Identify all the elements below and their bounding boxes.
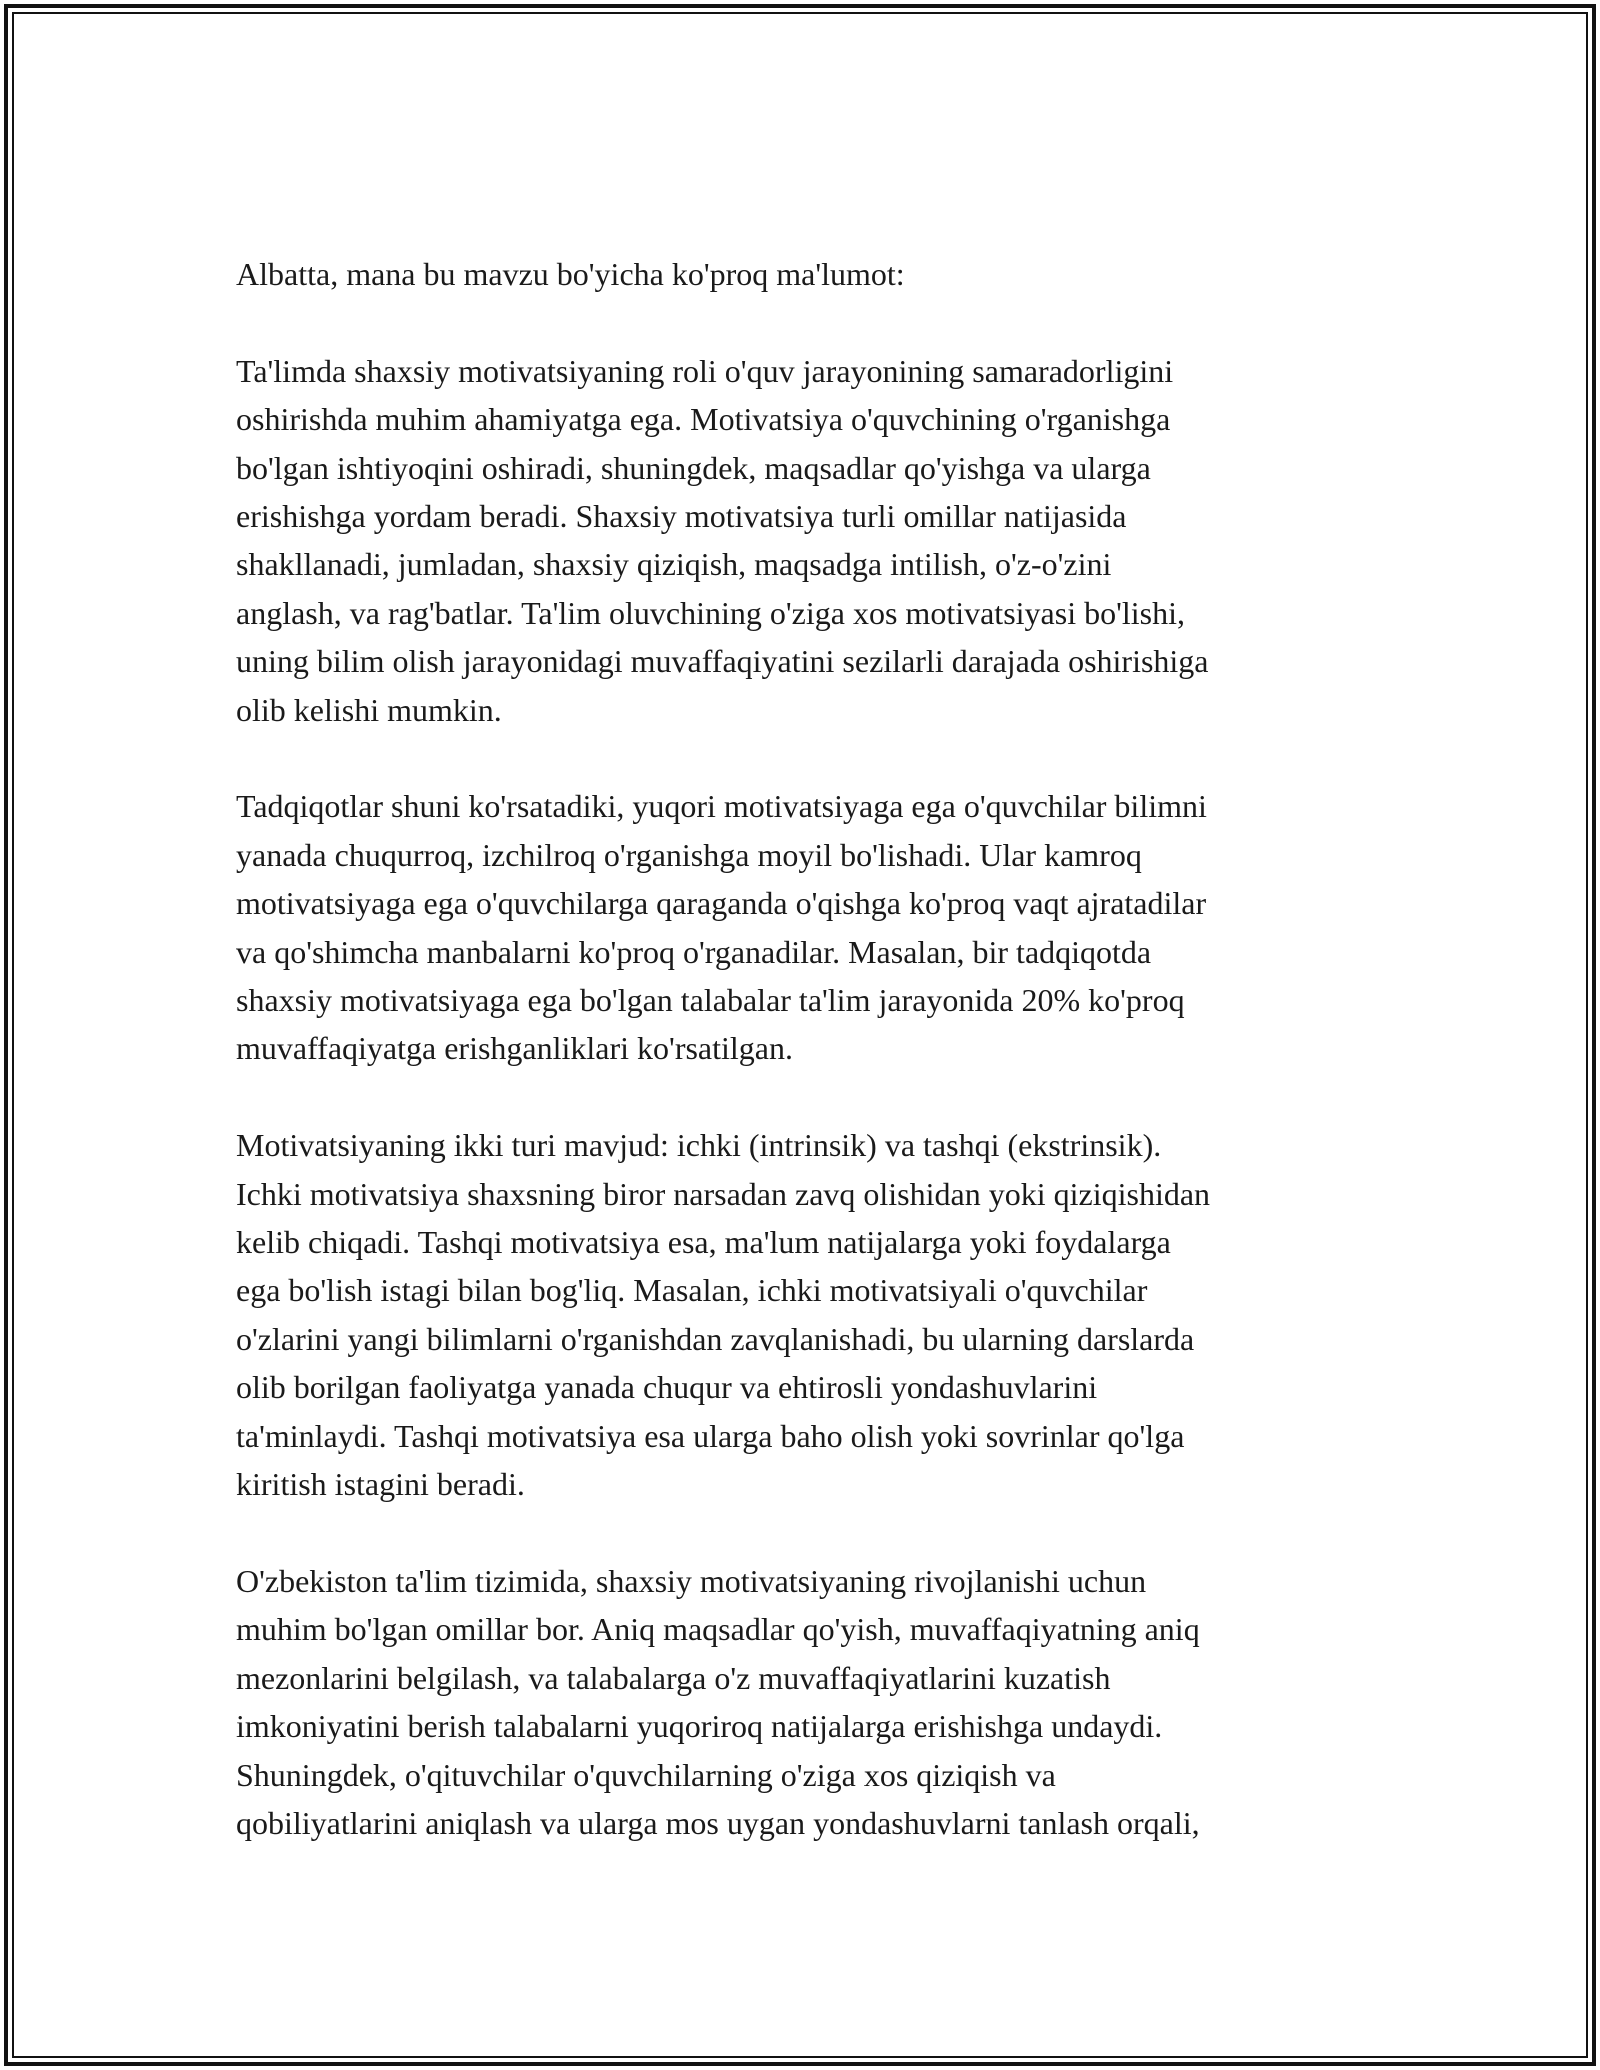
- paragraph-motivation-types: Motivatsiyaning ikki turi mavjud: ichki (intrinsik) va tashqi (ekstrinsik). Ichki motivatsiya shaxsning biror narsadan zavq olishidan yoki qiziqishidan kelib chiqadi. Tashqi motivatsiya esa, ma'lum natijalarga yoki foydalarga ega bo'lish istagi bilan bog'liq. Masalan, ichki motivatsiyali o'quvchilar o'zlarini yangi bilimlarni o'rganishdan zavqlanishadi, bu ularning darslarda olib borilgan faoliyatga yanada chuqur va ehtirosli yondashuvlarini ta'minlaydi. Tashqi motivatsiya esa ularga baho olish yoki sovrinlar qo'lga kiritish istagini beradi.: [236, 1127, 1211, 1503]
- document-body: [236, 250, 1376, 1847]
- intro-line: Albatta, mana bu mavzu bo'yicha ko'proq ma'lumot:: [236, 256, 905, 292]
- paragraph-research-findings: Tadqiqotlar shuni ko'rsatadiki, yuqori motivatsiyaga ega o'quvchilar bilimni yanada chuqurroq, izchilroq o'rganishga moyil bo'lishadi. Ular kamroq motivatsiyaga ega o'quvchilarga qaraganda o'qishga ko'proq vaqt ajratadilar va qo'shimcha manbalarni ko'proq o'rganadilar. Masalan, bir tadqiqotda shaxsiy motivatsiyaga ega bo'lgan talabalar ta'lim jarayonida 20% ko'proq muvaffaqiyatga erishganliklari ko'rsatilgan.: [236, 788, 1207, 1067]
- paragraph-role-of-motivation: Ta'limda shaxsiy motivatsiyaning roli o'quv jarayonining samaradorligini oshirishda muhim ahamiyatga ega. Motivatsiya o'quvchining o'rganishga bo'lgan ishtiyoqini oshiradi, shuningdek, maqsadlar qo'yishga va ularga erishishga yordam beradi. Shaxsiy motivatsiya turli omillar natijasida shakllanadi, jumladan, shaxsiy qiziqish, maqsadga intilish, o'z-o'zini anglash, va rag'batlar. Ta'lim oluvchining o'ziga xos motivatsiyasi bo'lishi, uning bilim olish jarayonidagi muvaffaqiyatini sezilarli darajada oshirishiga olib kelishi mumkin.: [236, 352, 1209, 728]
- paragraph-uzbekistan-education: O'zbekiston ta'lim tizimida, shaxsiy motivatsiyaning rivojlanishi uchun muhim bo'lgan omillar bor. Aniq maqsadlar qo'yish, muvaffaqiyatning aniq mezonlarini belgilash, va talabalarga o'z muvaffaqiyatlarini kuzatish imkoniyatini berish talabalarni yuqoriroq natijalarga erishishga undaydi. Shuningdek, o'qituvchilar o'quvchilarning o'ziga xos qiziqish va qobiliyatlarini aniqlash va ularga mos uygan yondashuvlarni tanlash orqali,: [236, 1562, 1200, 1841]
